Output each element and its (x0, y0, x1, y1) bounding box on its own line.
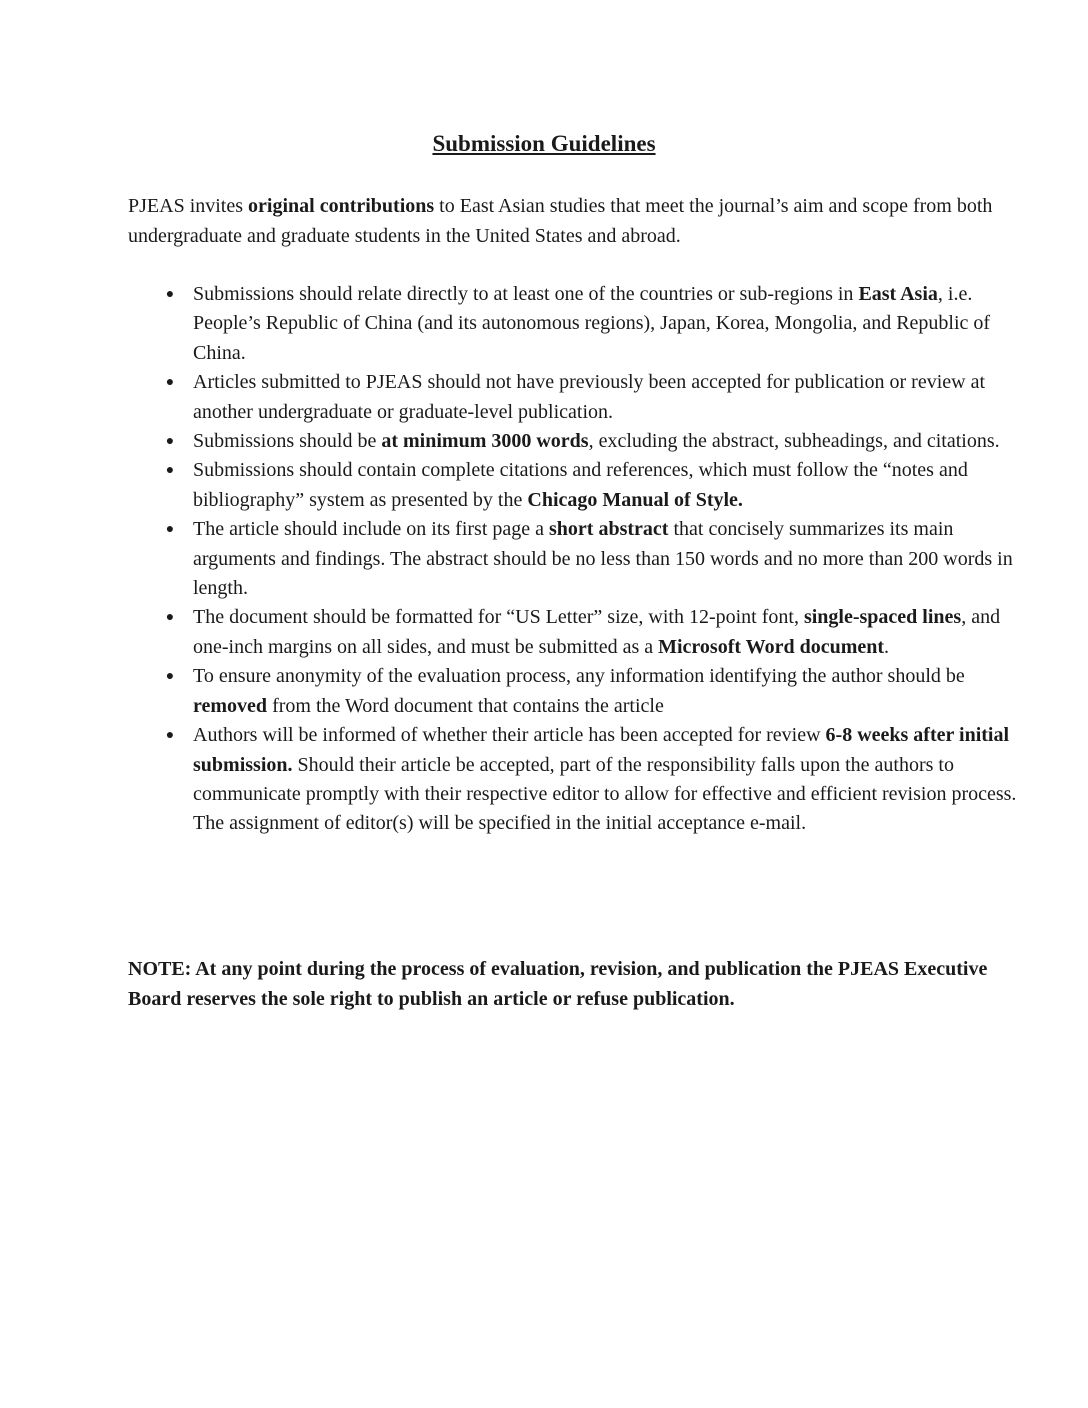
bullet-icon: ● (165, 463, 175, 479)
list-item-bold-text: Chicago Manual of Style. (527, 488, 743, 511)
list-item (128, 515, 1028, 603)
page-title: Submission Guidelines (432, 131, 656, 156)
list-item-bold-text: 6-8 weeks after initial submission. (193, 724, 1010, 776)
list-item (128, 721, 1028, 839)
list-item-bold-text: removed (193, 694, 268, 717)
list-item-bold-text: short abstract (549, 518, 669, 541)
bullet-icon: ● (165, 728, 175, 744)
list-item-bold-text: at minimum 3000 words (381, 430, 589, 453)
intro-text: PJEAS invites (128, 195, 249, 217)
guidelines-list (128, 280, 1028, 839)
list-item-text: , i.e. People’s Republic of China (and its autonomous regions), Japan, Korea, Mongolia, and Republic of China. (193, 283, 991, 364)
intro-text: to East Asian studies that meet the journal’s aim and scope from both undergraduate and graduate students in the United States and abroad. (128, 195, 993, 247)
list-item-text: To ensure anonymity of the evaluation process, any information identifying the author should be (193, 665, 965, 688)
list-item-text: , excluding the abstract, subheadings, and citations. (588, 430, 1000, 453)
intro-bold-text: original contributions (248, 195, 435, 217)
bullet-icon: ● (165, 669, 175, 685)
list-item-bold-text: East Asia (858, 283, 938, 305)
list-item-text: . (884, 635, 890, 658)
list-item-text: Authors will be informed of whether their article has been accepted for review (193, 724, 826, 747)
list-item (128, 427, 1028, 456)
list-item-text: , and one-inch margins on all sides, and must be submitted as a (193, 606, 1001, 658)
note-paragraph: NOTE: At any point during the process of evaluation, revision, and publication the PJEAS Executive Board reserves the sole right to publish an article or refuse publication. (128, 958, 988, 1010)
bullet-icon: ● (165, 375, 175, 391)
list-item-text: The article should include on its first page a (193, 518, 550, 541)
list-item (128, 368, 1028, 427)
list-item-bold-text: single-spaced lines (803, 606, 962, 629)
list-item-text: Submissions should relate directly to at least one of the countries or sub-regions in (193, 283, 859, 305)
list-item-text: Submissions should contain complete citations and references, which must follow the “notes and bibliography” system as presented by the (193, 459, 968, 511)
list-item-bold-text: Microsoft Word document (658, 635, 885, 658)
bullet-icon: ● (165, 434, 175, 450)
bullet-icon: ● (165, 610, 175, 626)
list-item-text: Articles submitted to PJEAS should not have previously been accepted for publication or review at another undergraduate or graduate-level publication. (193, 371, 986, 423)
list-item-text: from the Word document that contains the article (267, 694, 664, 717)
list-item-text: The document should be formatted for “US Letter” size, with 12-point font, (193, 606, 804, 629)
intro-paragraph (128, 192, 1028, 251)
list-item-text: Submissions should be (193, 430, 382, 453)
bullet-icon: ● (165, 287, 175, 302)
bullet-icon: ● (165, 522, 175, 538)
list-item (128, 603, 1028, 662)
list-item-text: that concisely summarizes its main arguments and findings. The abstract should be no less than 150 words and no more than 200 words in length. (193, 518, 1013, 600)
list-item (128, 280, 1028, 368)
list-item (128, 456, 1028, 515)
list-item-text: Should their article be accepted, part of the responsibility falls upon the authors to communicate promptly with their respective editor to allow for effective and efficient revision process. The assignment of editor(s) will be specified in the initial acceptance e-mail. (193, 753, 1017, 835)
list-item (128, 662, 1028, 721)
